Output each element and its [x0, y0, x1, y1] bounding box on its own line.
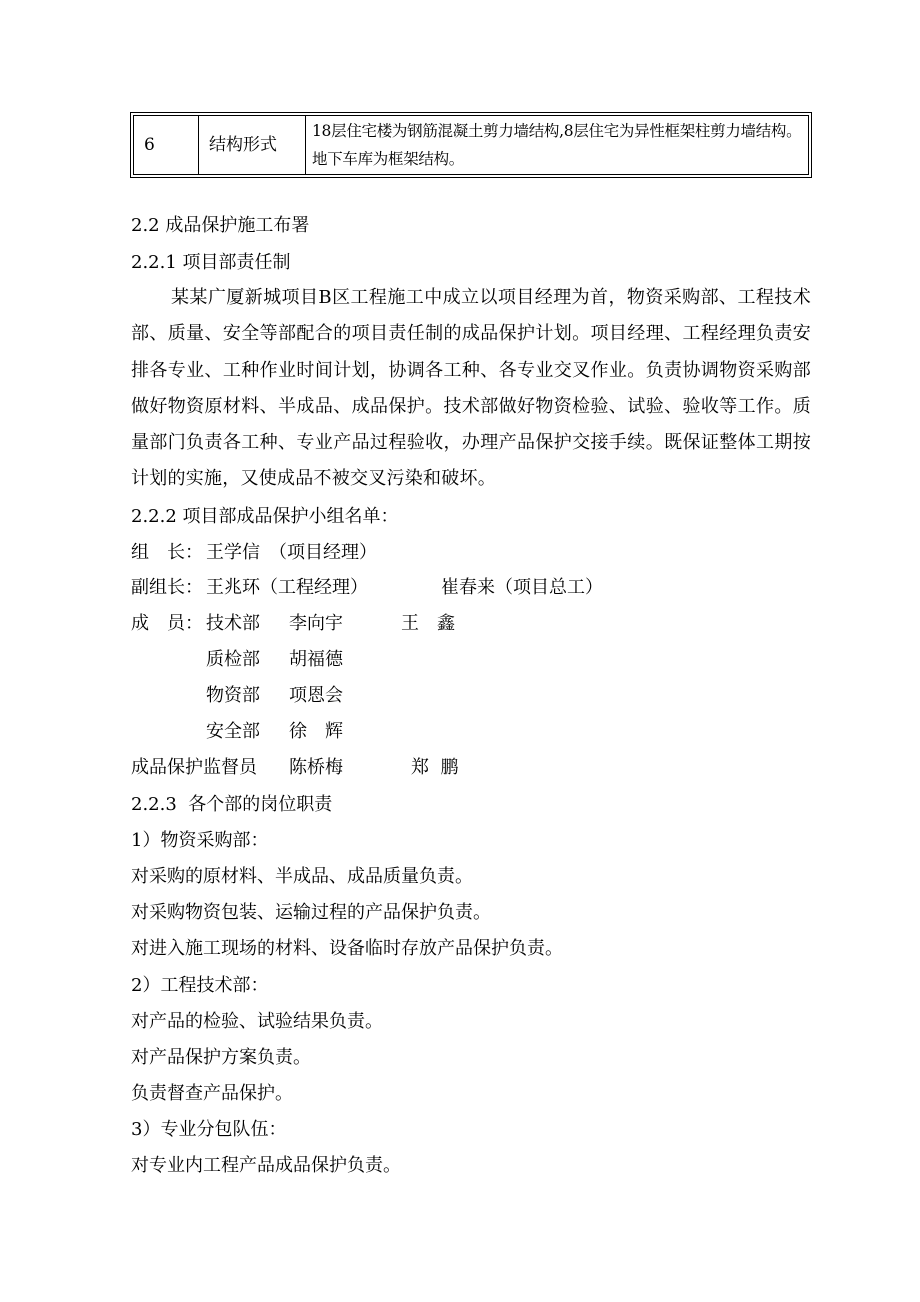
supervisor-name-1: 陈桥梅	[289, 757, 343, 778]
structure-table	[130, 112, 812, 178]
member-dept: 安全部	[206, 721, 260, 742]
member-name-2: 王 鑫	[401, 613, 455, 634]
deputy-label: 副组长：	[131, 577, 203, 598]
section-heading-2-2-3: 2.2.3 各个部的岗位职责	[131, 794, 333, 815]
duty-heading: 3）专业分包队伍：	[131, 1119, 287, 1140]
row-description-line-1: 18层住宅楼为钢筋混凝土剪力墙结构,8层住宅为异性框架柱剪力墙结构。	[312, 122, 802, 140]
deputy-name-2: 崔春来（项目总工）	[441, 577, 603, 598]
duty-item: 对进入施工现场的材料、设备临时存放产品保护负责。	[131, 938, 563, 959]
duty-item: 对采购的原材料、半成品、成品质量负责。	[131, 866, 473, 887]
responsibility-paragraph: 某某广厦新城项目B区工程施工中成立以项目经理为首，物资采购部、工程技术部、质量、安全等部配合的项目责任制的成品保护计划。项目经理、工程经理负责安排各专业、工种作业时间计划，协调各工种、各专业交叉作业。负责协调物资采购部做好物资原材料、半成品、成品保护。技术部做好物资检验、试验、验收等工作。质量部门负责各工种、专业产品过程验收，办理产品保护交接手续。既保证整体工期按计划的实施，又使成品不被交叉污染和破坏。	[131, 287, 811, 490]
leader-name: 王学信 （项目经理）	[206, 542, 377, 563]
section-heading-2-2: 2.2 成品保护施工布署	[131, 215, 310, 236]
member-name: 胡福德	[289, 649, 343, 670]
table-row	[134, 116, 809, 175]
duty-item: 对产品的检验、试验结果负责。	[131, 1011, 383, 1032]
duty-item: 对采购物资包装、运输过程的产品保护负责。	[131, 902, 491, 923]
member-label: 成 员：	[131, 613, 203, 634]
duty-heading: 2）工程技术部：	[131, 975, 269, 996]
supervisor-label: 成品保护监督员	[131, 757, 257, 778]
member-name: 项恩会	[289, 685, 343, 706]
member-dept: 物资部	[206, 685, 260, 706]
deputy-name-1: 王兆环（工程经理）	[206, 577, 368, 598]
row-description-line-2: 地下车库为框架结构。	[312, 150, 465, 168]
duty-item: 对专业内工程产品成品保护负责。	[131, 1155, 401, 1176]
row-description	[306, 116, 809, 175]
duty-item: 负责督查产品保护。	[131, 1083, 293, 1104]
member-dept: 技术部	[206, 613, 260, 634]
duty-heading: 1）物资采购部：	[131, 830, 269, 851]
section-heading-2-2-1: 2.2.1 项目部责任制	[131, 252, 291, 273]
section-heading-2-2-2: 2.2.2 项目部成品保护小组名单：	[131, 506, 399, 527]
row-number: 6	[134, 116, 199, 175]
leader-label: 组 长：	[131, 542, 203, 563]
member-name: 徐 辉	[289, 721, 343, 742]
row-item: 结构形式	[199, 116, 306, 175]
member-dept: 质检部	[206, 649, 260, 670]
member-name: 李向宇	[289, 613, 343, 634]
supervisor-name-2: 郑 鹏	[411, 757, 459, 778]
structure-table-grid	[133, 115, 809, 175]
duty-item: 对产品保护方案负责。	[131, 1047, 311, 1068]
